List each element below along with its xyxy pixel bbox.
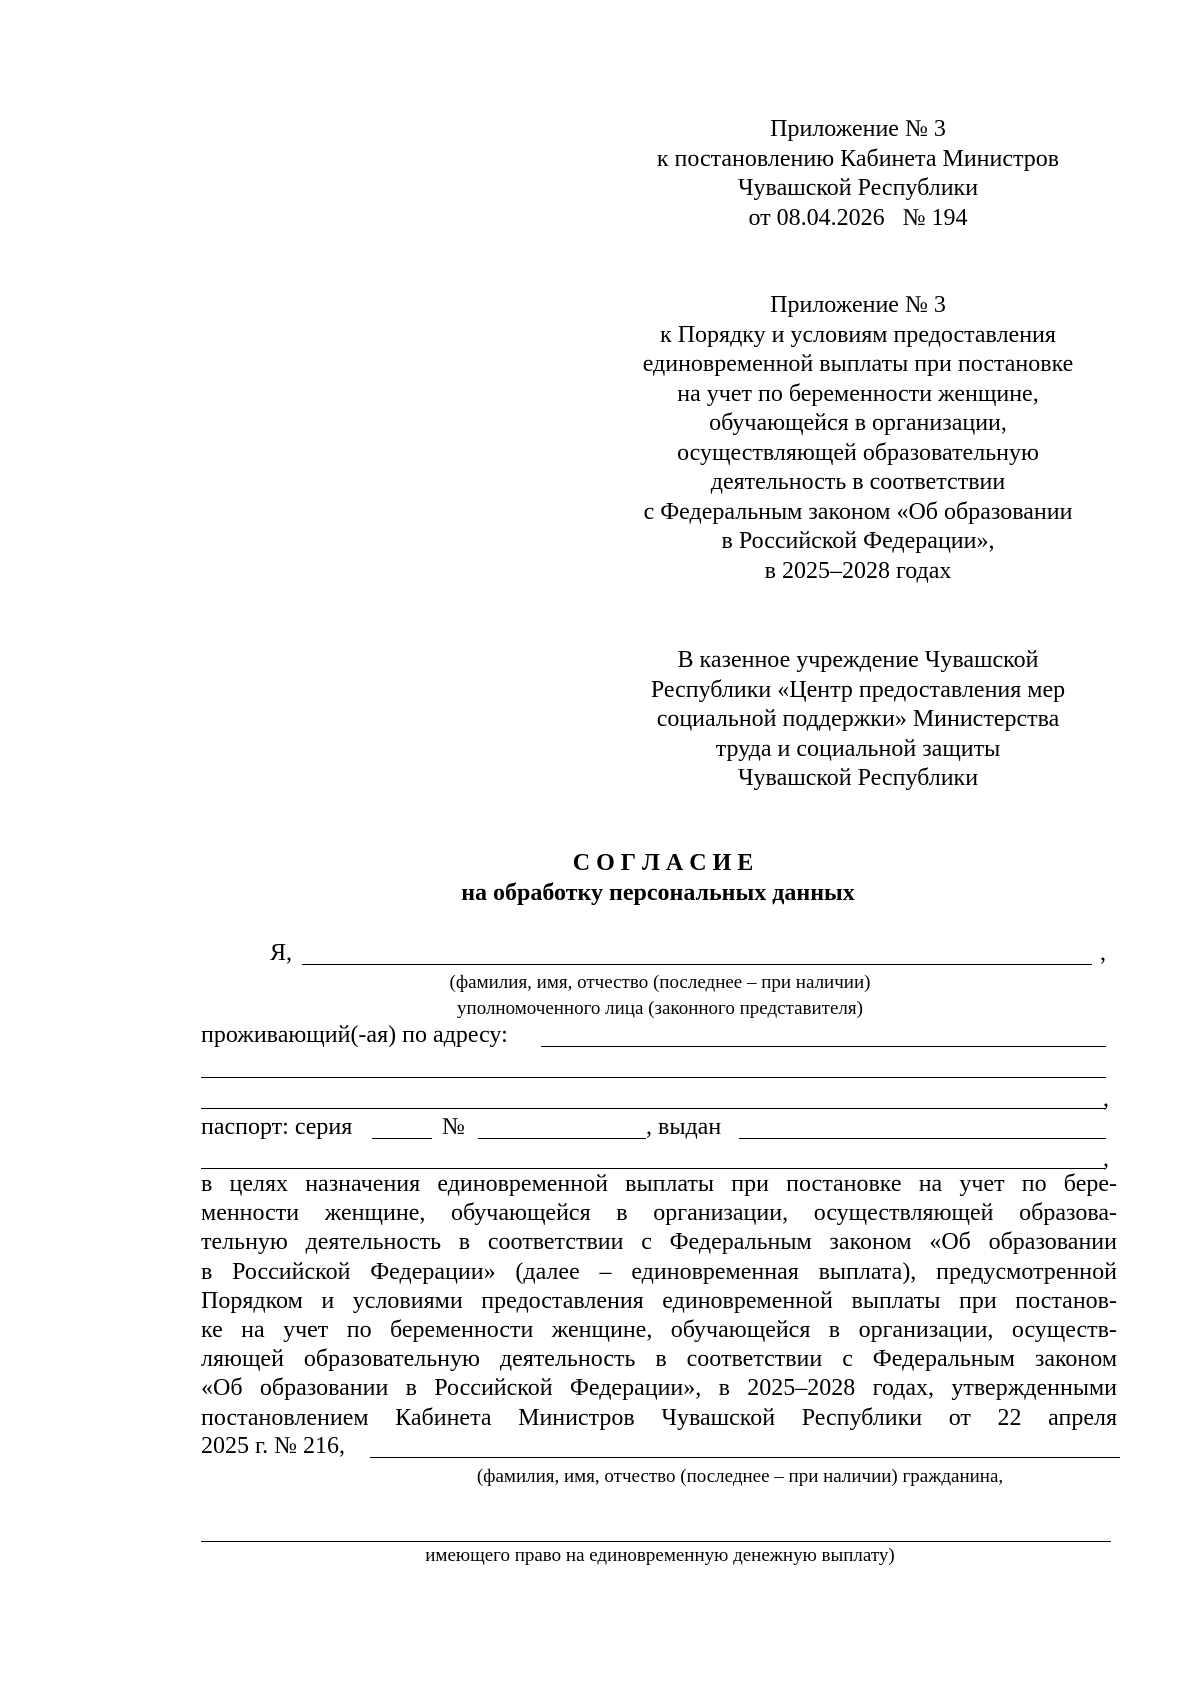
fio-caption-2: уполномоченного лица (законного представителя) bbox=[457, 998, 863, 1019]
purpose-line: «Об образовании в Российской Федерации», в 2025–2028 годах, утвержденными bbox=[201, 1375, 1117, 1402]
procedure-attachment-line: деятельность в соответствии bbox=[710, 469, 1006, 495]
decree-attachment-line: Приложение № 3 bbox=[770, 116, 946, 142]
purpose-line: в целях назначения единовременной выплаты при постановке на учет по бере- bbox=[201, 1171, 1117, 1197]
passport-series-field[interactable] bbox=[372, 1138, 432, 1139]
address-label: проживающий(-ая) по адресу: bbox=[201, 1022, 508, 1048]
address-field-1[interactable] bbox=[541, 1046, 1106, 1047]
address-comma: , bbox=[1103, 1086, 1109, 1112]
purpose-line: постановлением Кабинета Министров Чувашской Республики от 22 апреля bbox=[201, 1404, 1117, 1431]
passport-label: паспорт: серия bbox=[201, 1114, 353, 1140]
decree-attachment-line: Чувашской Республики bbox=[737, 175, 979, 201]
passport-issued-label: , выдан bbox=[646, 1114, 722, 1140]
procedure-attachment-line: осуществляющей образовательную bbox=[677, 439, 1039, 466]
passport-issued-field-2[interactable] bbox=[201, 1168, 1106, 1169]
address-field-2[interactable] bbox=[201, 1077, 1106, 1078]
citizen-caption: (фамилия, имя, отчество (последнее – при наличии) гражданина, bbox=[476, 1466, 1004, 1487]
procedure-attachment-line: в Российской Федерации», bbox=[721, 528, 995, 554]
passport-number-label: № bbox=[442, 1114, 465, 1140]
purpose-paragraph bbox=[201, 1170, 1117, 1433]
i-label: Я, bbox=[270, 940, 293, 966]
purpose-line: ке на учет по беременности женщине, обучающейся в организации, осуществ- bbox=[201, 1316, 1117, 1343]
addressee-line: Республики «Центр предоставления мер bbox=[650, 676, 1066, 703]
addressee-block bbox=[600, 646, 1116, 794]
procedure-attachment-block bbox=[600, 291, 1116, 586]
procedure-attachment-line: с Федеральным законом «Об образовании bbox=[643, 498, 1073, 525]
citizen-fio-field[interactable] bbox=[370, 1457, 1120, 1458]
addressee-line: социальной поддержки» Министерства bbox=[656, 706, 1060, 732]
decree-attachment-line: от 08.04.2026 № 194 bbox=[748, 204, 968, 231]
decree-attachment-line: к постановлению Кабинета Министров bbox=[656, 145, 1060, 172]
purpose-line: Порядком и условиями предоставления единовременной выплаты при постанов- bbox=[201, 1287, 1117, 1314]
passport-number-field[interactable] bbox=[478, 1138, 646, 1139]
purpose-line: тельную деятельность в соответствии с Федеральным законом «Об образовании bbox=[201, 1229, 1117, 1256]
procedure-attachment-line: единовременной выплаты при постановке bbox=[642, 351, 1074, 377]
fio-comma: , bbox=[1100, 940, 1106, 966]
fio-caption-1: (фамилия, имя, отчество (последнее – при наличии) bbox=[449, 972, 871, 993]
passport-comma: , bbox=[1103, 1146, 1109, 1172]
document-subtitle: на обработку персональных данных bbox=[461, 880, 855, 906]
addressee-line: В казенное учреждение Чувашской bbox=[677, 647, 1039, 673]
addressee-line: труда и социальной защиты bbox=[715, 735, 1001, 762]
procedure-attachment-line: Приложение № 3 bbox=[770, 292, 946, 318]
citizen-fio-field-2[interactable] bbox=[201, 1541, 1111, 1542]
address-field-3[interactable] bbox=[201, 1108, 1106, 1109]
right-caption: имеющего право на единовременную денежную выплату) bbox=[425, 1545, 895, 1566]
purpose-line: в Российской Федерации» (далее – единовременная выплата), предусмотренной bbox=[201, 1258, 1117, 1285]
procedure-attachment-line: на учет по беременности женщине, bbox=[677, 380, 1039, 407]
fio-field[interactable] bbox=[302, 964, 1092, 965]
procedure-attachment-line: в 2025–2028 годах bbox=[764, 557, 952, 584]
passport-issued-field[interactable] bbox=[739, 1138, 1106, 1139]
document-title: С О Г Л А С И Е bbox=[572, 850, 754, 876]
procedure-attachment-line: обучающейся в организации, bbox=[709, 410, 1007, 436]
decree-ref: 2025 г. № 216, bbox=[201, 1433, 346, 1459]
purpose-line: менности женщине, обучающейся в организации, осуществляющей образова- bbox=[201, 1200, 1117, 1227]
purpose-line: ляющей образовательную деятельность в соответствии с Федеральным законом bbox=[201, 1346, 1117, 1373]
addressee-line: Чувашской Республики bbox=[737, 765, 979, 791]
decree-attachment-block bbox=[600, 115, 1116, 233]
procedure-attachment-line: к Порядку и условиям предоставления bbox=[660, 321, 1056, 348]
